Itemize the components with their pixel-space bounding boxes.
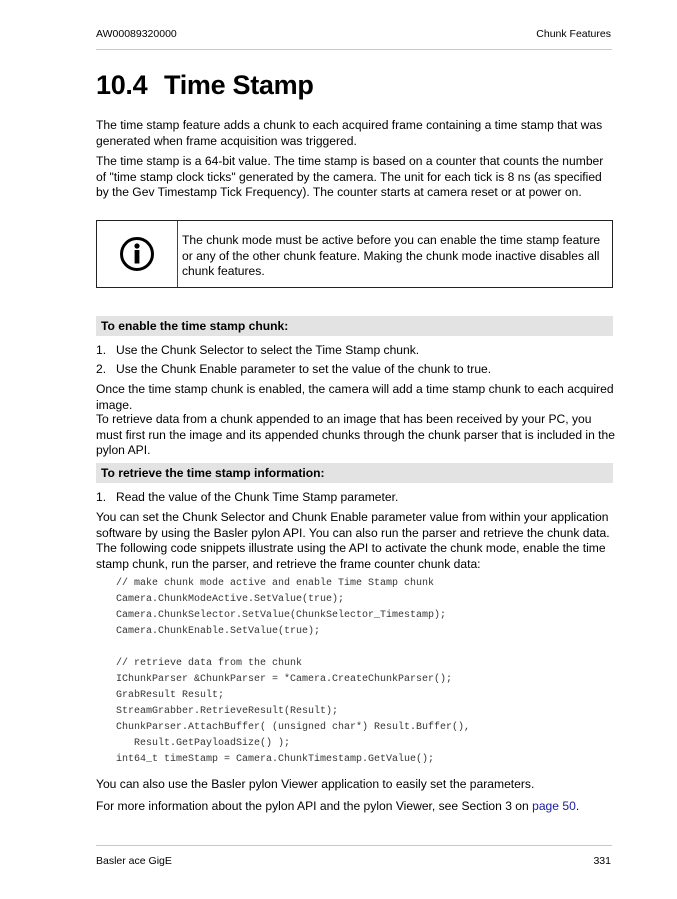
- code-line: int64_t timeStamp = Camera.ChunkTimestamp.GetValue();: [116, 754, 435, 765]
- page-footer: [96, 855, 611, 867]
- enable-paragraph-1: Once the time stamp chunk is enabled, the camera will add a time stamp chunk to each acquired image.: [96, 382, 614, 412]
- chapter-name: Chunk Features: [536, 28, 611, 40]
- info-circle-icon: [119, 236, 155, 272]
- code-line: IChunkParser &ChunkParser = *Camera.CreateChunkParser();: [116, 674, 453, 685]
- outro-paragraph-1: You can also use the Basler pylon Viewer application to easily set the parameters.: [96, 777, 535, 791]
- enable-paragraph-2: To retrieve data from a chunk appended to an image that has been received by your PC, you must first run the image and its appended chunks through the chunk parser that is included in the pylon API.: [96, 412, 615, 457]
- enable-step-1: [96, 343, 419, 359]
- step-text: Use the Chunk Selector to select the Time Stamp chunk.: [116, 343, 420, 357]
- code-line: Camera.ChunkEnable.SetValue(true);: [116, 626, 321, 637]
- note-text: The chunk mode must be active before you can enable the time stamp feature or any of the other chunk feature. Making the chunk mode inactive disables all chunk features.: [182, 233, 601, 278]
- product-name: Basler ace GigE: [96, 855, 172, 867]
- code-block-2: [116, 656, 470, 768]
- intro-paragraph-2: The time stamp is a 64-bit value. The time stamp is based on a counter that counts the number of "time stamp clock ticks" generated by the camera. The unit for each tick is 8 ns (as specified by the Gev Timestamp Tick Frequency). The counter starts at camera reset or at power on.: [96, 154, 604, 199]
- footer-divider: [96, 845, 612, 846]
- retrieve-section-heading: To retrieve the time stamp information:: [96, 463, 613, 483]
- code-line: GrabResult Result;: [116, 690, 225, 701]
- info-note-box: [96, 220, 613, 288]
- outro-paragraph-2: [96, 799, 616, 815]
- section-title: [96, 70, 314, 101]
- code-line: Result.GetPayloadSize() );: [116, 738, 291, 749]
- outro-suffix: .: [575, 799, 580, 813]
- enable-section-heading: To enable the time stamp chunk:: [96, 316, 613, 336]
- outro-text: For more information about the pylon API and the pylon Viewer, see Section 3 on: [96, 799, 533, 813]
- retrieve-step-1: [96, 490, 398, 506]
- page-50-link[interactable]: page 50: [532, 799, 576, 813]
- intro-paragraph-1: The time stamp feature adds a chunk to each acquired frame containing a time stamp that was generated when frame acquisition was triggered.: [96, 118, 603, 148]
- step-number: 2.: [96, 362, 107, 376]
- enable-step-2: [96, 362, 491, 378]
- code-line: StreamGrabber.RetrieveResult(Result);: [116, 706, 339, 717]
- code-line: Camera.ChunkSelector.SetValue(ChunkSelector_Timestamp);: [116, 610, 447, 621]
- doc-id: AW00089320000: [96, 28, 177, 40]
- code-line: // make chunk mode active and enable Time Stamp chunk: [116, 578, 435, 589]
- code-line: Camera.ChunkModeActive.SetValue(true);: [116, 594, 345, 605]
- page-header: [96, 28, 611, 40]
- section-number: 10.4: [96, 70, 148, 100]
- header-divider: [96, 49, 612, 50]
- step-number: 1.: [96, 490, 107, 504]
- step-text: Read the value of the Chunk Time Stamp parameter.: [116, 490, 399, 504]
- step-text: Use the Chunk Enable parameter to set the value of the chunk to true.: [116, 362, 492, 376]
- section-title-text: Time Stamp: [164, 70, 314, 100]
- retrieve-paragraph-1: You can set the Chunk Selector and Chunk Enable parameter value from within your application software by using the Basler pylon API. You can also run the parser and retrieve the chunk data. The following code snippets illustrate using the API to activate the chunk mode, enable the time stamp chunk, run the parser, and retrieve the frame counter chunk data:: [96, 510, 610, 571]
- step-number: 1.: [96, 343, 107, 357]
- code-line: ChunkParser.AttachBuffer( (unsigned char*) Result.Buffer(),: [116, 722, 471, 733]
- code-block-1: [116, 576, 446, 640]
- note-icon-cell: [97, 221, 178, 287]
- code-line: // retrieve data from the chunk: [116, 658, 303, 669]
- page-number: 331: [593, 855, 611, 867]
